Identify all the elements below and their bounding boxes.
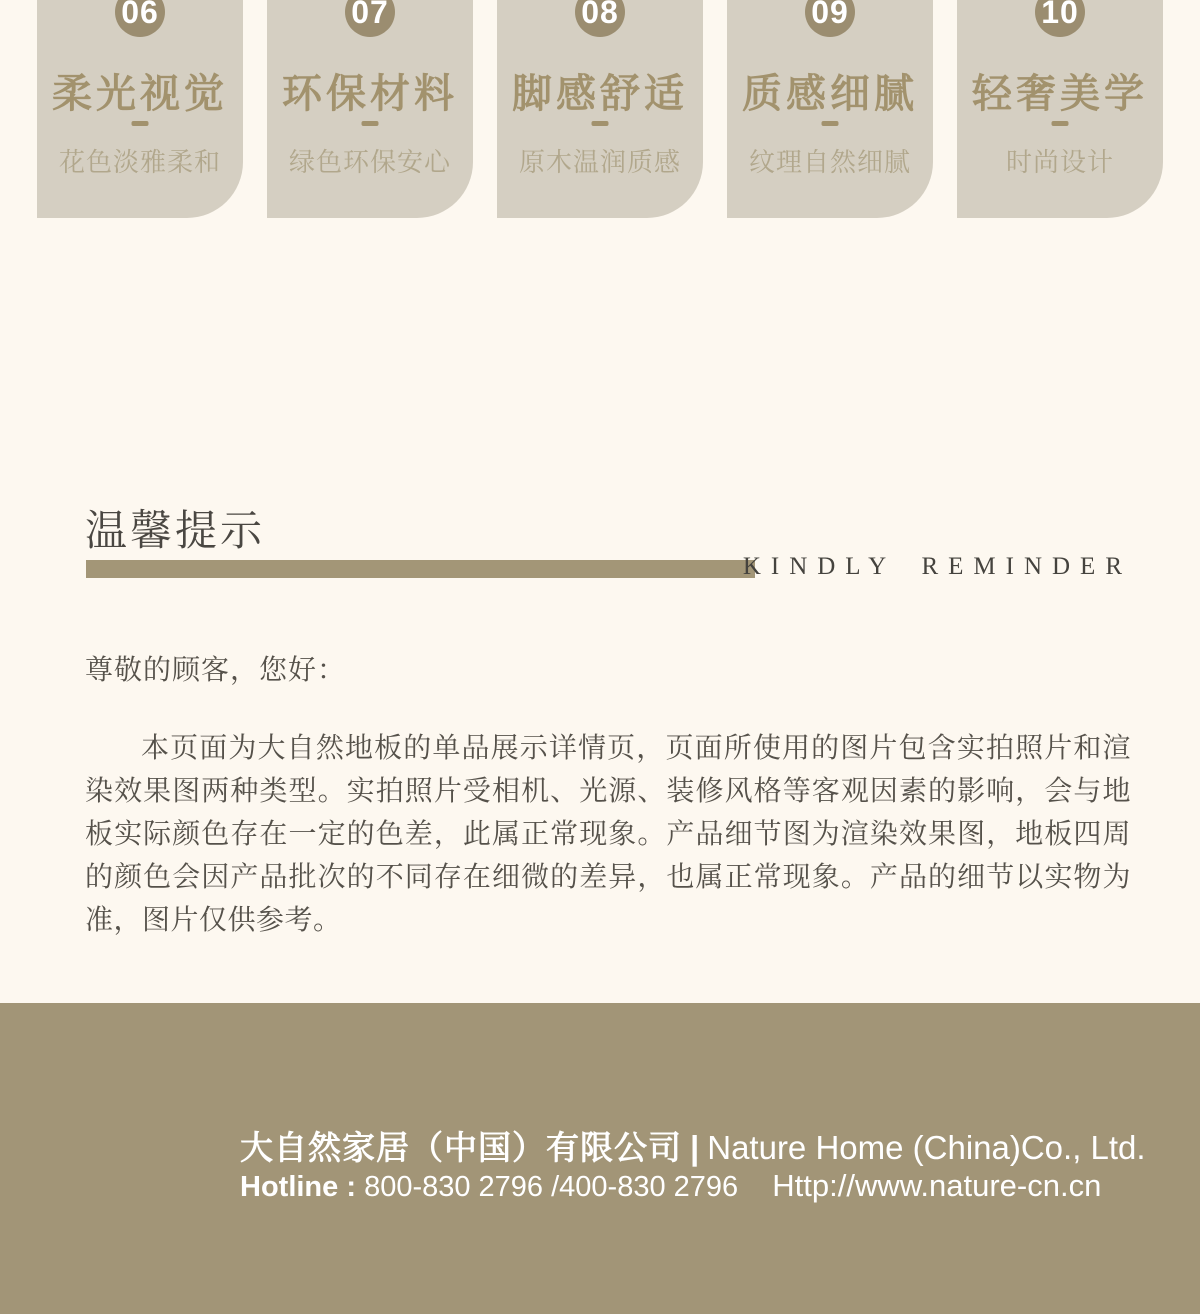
separator-pipe: | <box>690 1129 700 1166</box>
section-title-cn: 温馨提示 <box>85 507 266 554</box>
company-name-en: Nature Home (China)Co., Ltd. <box>707 1129 1146 1166</box>
feature-title: 环保材料 <box>282 72 458 116</box>
footer-contact-line <box>240 1168 1101 1204</box>
feature-card-10 <box>957 0 1163 218</box>
number-badge: 08 <box>575 0 625 37</box>
number-badge: 10 <box>1035 0 1085 37</box>
feature-subtitle: 花色淡雅柔和 <box>58 147 221 177</box>
feature-subtitle: 绿色环保安心 <box>288 147 451 177</box>
website-url: Http://www.nature-cn.cn <box>772 1168 1102 1203</box>
section-title-bar <box>86 560 755 578</box>
feature-title: 脚感舒适 <box>512 72 688 116</box>
feature-card-07 <box>267 0 473 218</box>
feature-subtitle: 原木温润质感 <box>518 147 681 177</box>
dash-divider <box>362 121 379 126</box>
greeting-text: 尊敬的顾客，您好： <box>85 654 347 685</box>
notice-paragraph: 本页面为大自然地板的单品展示详情页，页面所使用的图片包含实拍照片和渲染效果图两种类型。实拍照片受相机、光源、装修风格等客观因素的影响，会与地板实际颜色存在一定的色差，此属正常现象。产品细节图为渲染效果图，地板四周的颜色会因产品批次的不同存在细微的差异，也属正常现象。产品的细节以实物为准，图片仅供参考。 <box>85 732 1131 935</box>
number-badge: 09 <box>805 0 855 37</box>
dash-divider <box>822 121 839 126</box>
feature-card-09 <box>727 0 933 218</box>
company-name-cn: 大自然家居（中国）有限公司 <box>240 1129 682 1166</box>
hotline-label: Hotline : <box>240 1171 356 1203</box>
dash-divider <box>592 121 609 126</box>
feature-card-08 <box>497 0 703 218</box>
feature-title: 质感细腻 <box>742 72 918 116</box>
feature-subtitle: 时尚设计 <box>1005 147 1114 177</box>
number-badge: 07 <box>345 0 395 37</box>
dash-divider <box>132 121 149 126</box>
number-badge: 06 <box>115 0 165 37</box>
feature-title: 轻奢美学 <box>972 72 1148 116</box>
dash-divider <box>1052 121 1069 126</box>
section-title-en: KINDLY REMINDER <box>742 553 1132 580</box>
footer-company-line <box>240 1122 1146 1169</box>
feature-title: 柔光视觉 <box>52 72 228 116</box>
feature-cards-row <box>37 0 1163 218</box>
feature-subtitle: 纹理自然细腻 <box>748 147 911 177</box>
hotline-numbers: 800-830 2796 /400-830 2796 <box>364 1171 739 1203</box>
feature-card-06 <box>37 0 243 218</box>
